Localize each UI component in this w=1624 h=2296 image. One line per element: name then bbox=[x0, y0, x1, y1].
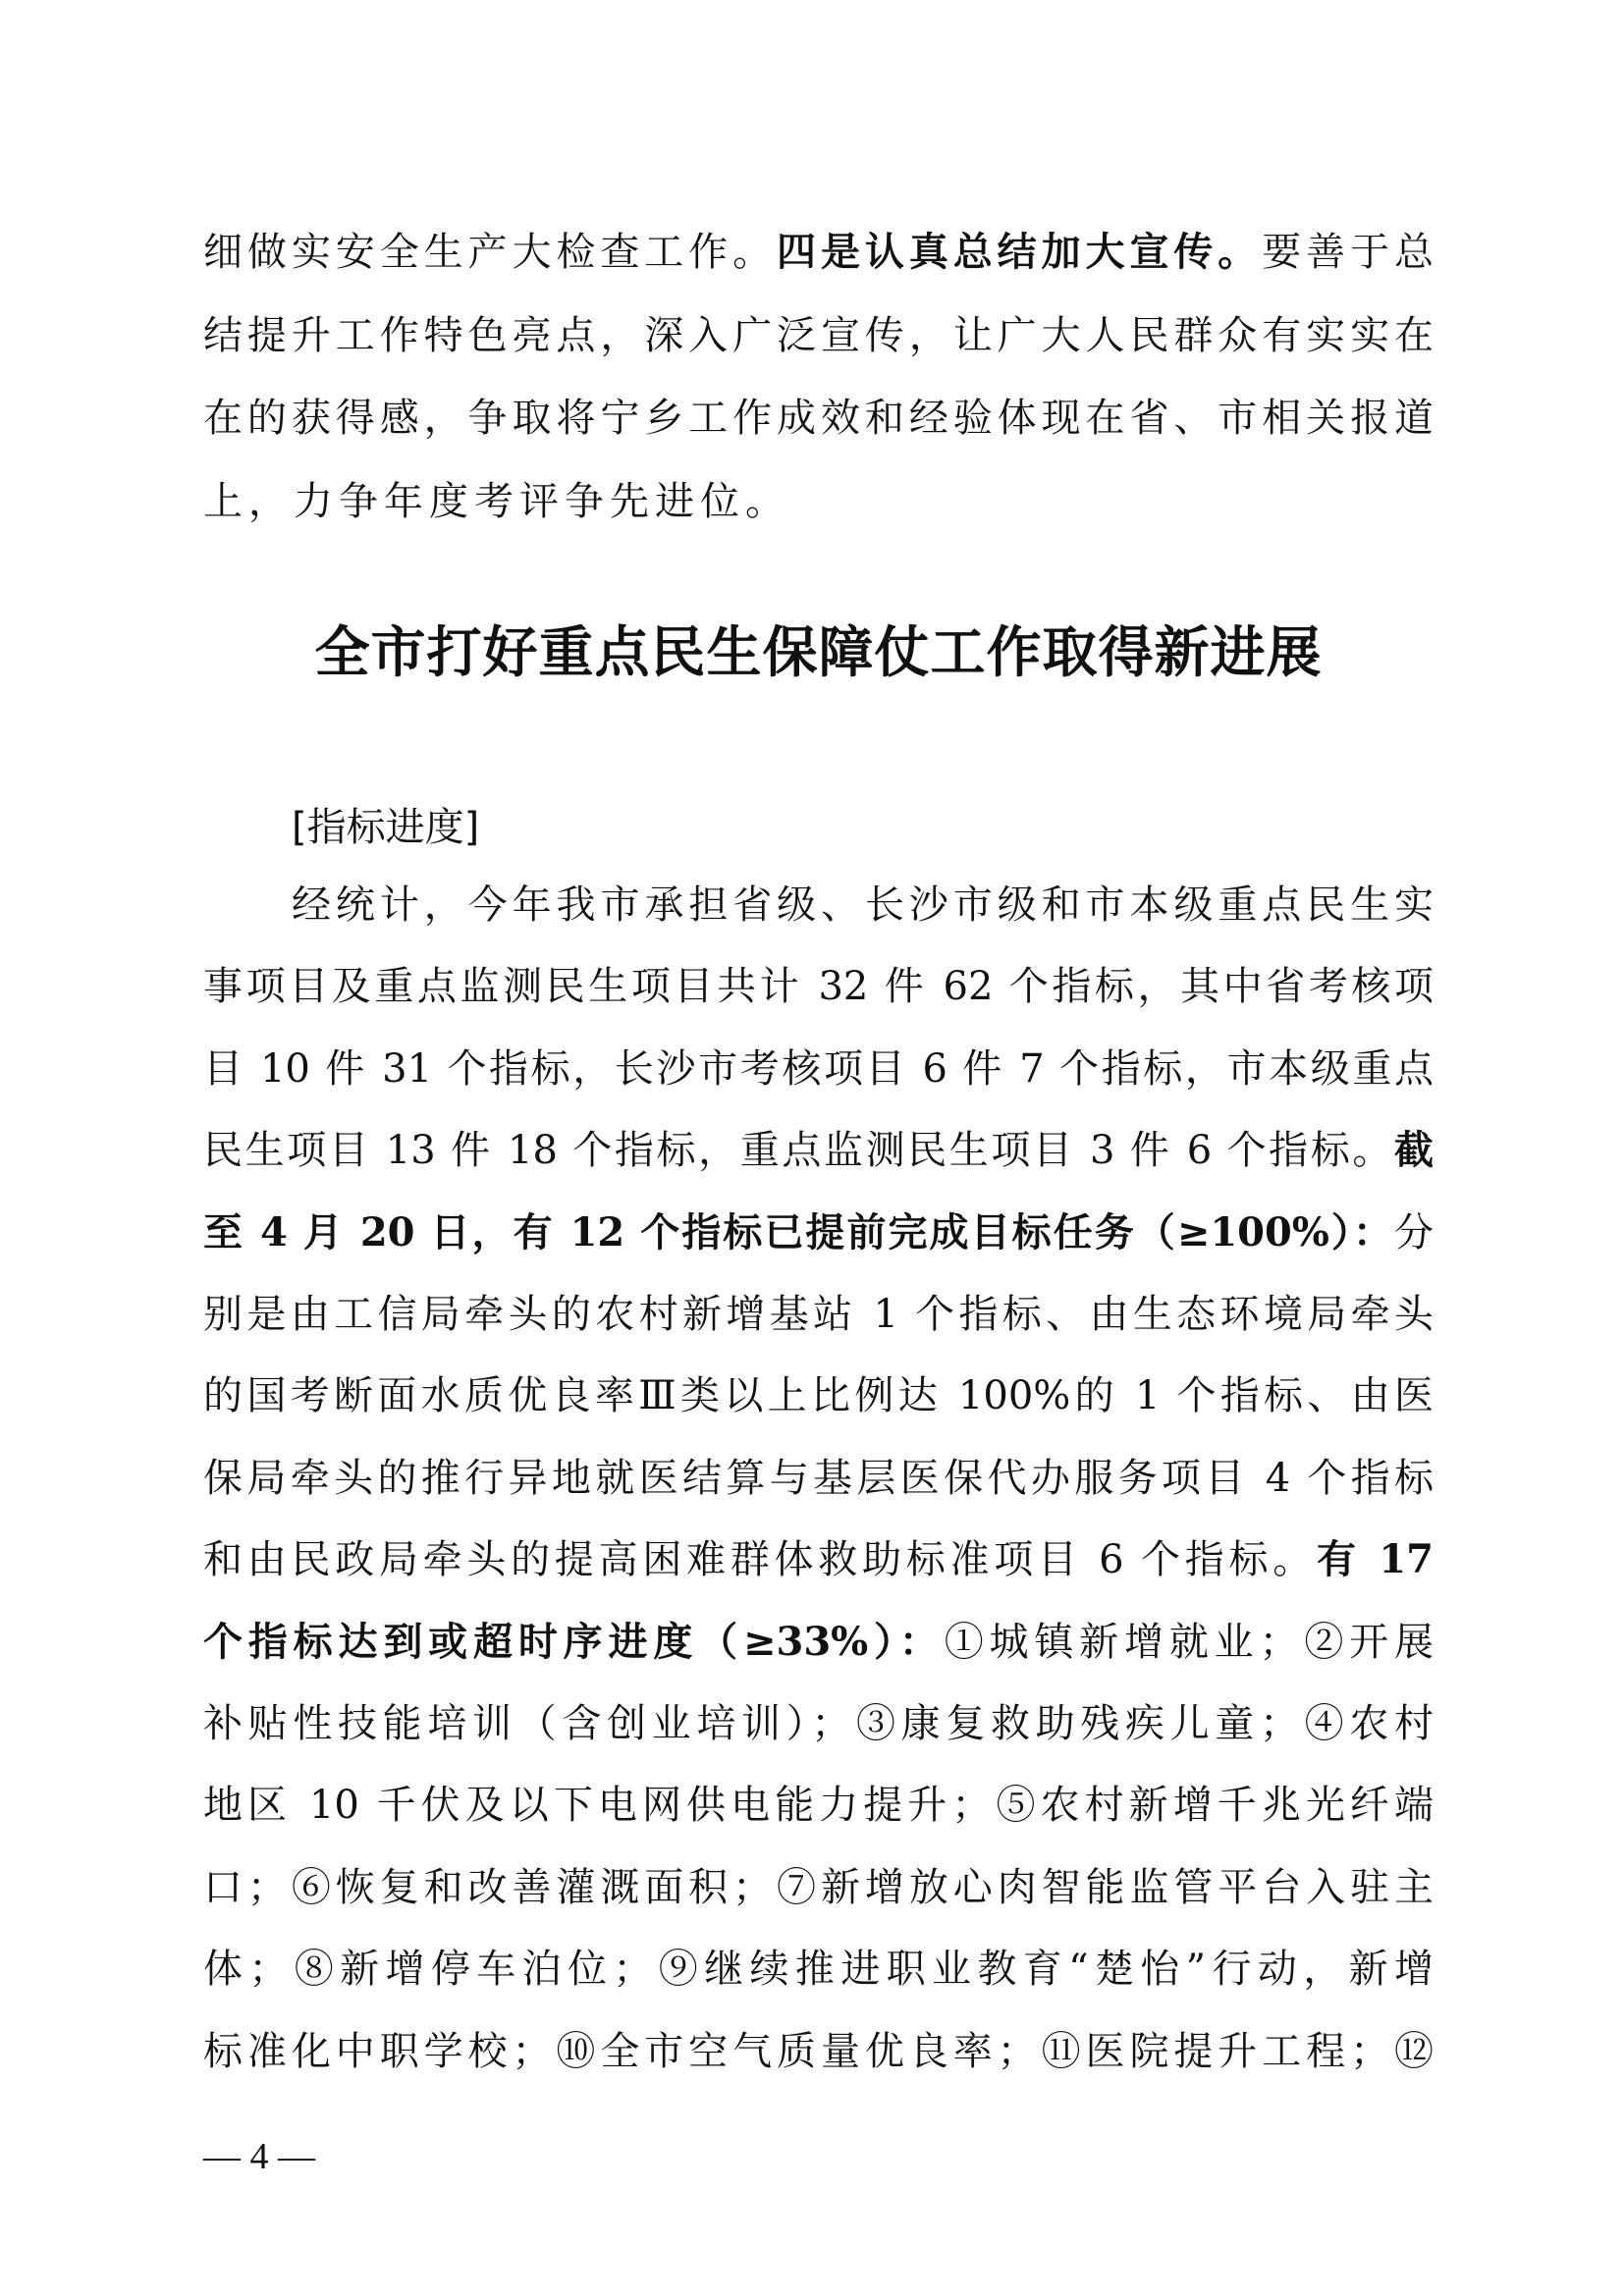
text-segment: 在的获得感，争取将宁乡工作成效和经验体现在省、市相关报道 bbox=[203, 396, 1434, 441]
text-line bbox=[203, 1366, 1434, 1425]
text-segment: ①城镇新增就业；②开展 bbox=[944, 1620, 1435, 1665]
text-line bbox=[203, 1449, 1434, 1508]
text-segment: 保局牵头的推行异地就医结算与基层医保代办服务项目 4 个指标 bbox=[203, 1456, 1434, 1501]
text-segment: 补贴性技能培训（含创业培训）；③康复救助残疾儿童；④农村 bbox=[203, 1701, 1434, 1746]
bold-text-segment: 四是认真总结加大宣传。 bbox=[777, 229, 1263, 275]
text-segment: 要善于总 bbox=[1262, 230, 1435, 275]
text-line bbox=[203, 1940, 1434, 1999]
text-segment: 事项目及重点监测民生项目共计 32 件 62 个指标，其中省考核项 bbox=[203, 964, 1434, 1009]
bold-text-segment: 有 17 bbox=[1316, 1536, 1434, 1582]
text-line bbox=[203, 1203, 1434, 1262]
text-segment: 和由民政局牵头的提高困难群体救助标准项目 6 个指标。 bbox=[203, 1537, 1317, 1582]
text-line bbox=[203, 2022, 1434, 2081]
bold-text-segment: 截 bbox=[1394, 1127, 1434, 1173]
text-line bbox=[203, 306, 1434, 365]
text-line bbox=[203, 957, 1434, 1016]
text-line bbox=[203, 1121, 1434, 1180]
text-segment: 细做实安全生产大检查工作。 bbox=[203, 230, 778, 275]
text-segment: 体；⑧新增停车泊位；⑨继续推进职业教育“楚怡”行动，新增 bbox=[203, 1947, 1434, 1992]
text-segment: 的国考断面水质优良率Ⅲ类以上比例达 100%的 1 个指标、由医 bbox=[203, 1373, 1434, 1418]
bold-text-segment: 至 4 月 20 日，有 12 个指标已提前完成目标任务（≥100%）： bbox=[203, 1209, 1394, 1255]
text-segment: 标准化中职学校；⑩全市空气质量优良率；⑪医院提升工程；⑫ bbox=[203, 2029, 1434, 2074]
text-line bbox=[203, 1613, 1434, 1672]
text-segment: 别是由工信局牵头的农村新增基站 1 个指标、由生态环境局牵头 bbox=[203, 1292, 1434, 1337]
text-line bbox=[203, 1530, 1434, 1589]
section-label-indicator-progress: [指标进度] bbox=[292, 805, 480, 850]
text-segment: 上，力争年度考评争先进位。 bbox=[203, 479, 790, 524]
text-segment: 地区 10 千伏及以下电网供电能力提升；⑤农村新增千兆光纤端 bbox=[203, 1783, 1434, 1828]
text-segment: 目 10 件 31 个指标，长沙市考核项目 6 件 7 个指标，市本级重点 bbox=[203, 1046, 1434, 1092]
text-line bbox=[292, 876, 1434, 934]
text-line bbox=[203, 1285, 1434, 1344]
text-line bbox=[203, 389, 1434, 448]
text-segment: 结提升工作特色亮点，深入广泛宣传，让广大人民群众有实实在 bbox=[203, 313, 1434, 358]
text-segment: 分 bbox=[1394, 1210, 1434, 1255]
text-line bbox=[203, 1858, 1434, 1917]
text-segment: 口；⑥恢复和改善灌溉面积；⑦新增放心肉智能监管平台入驻主 bbox=[203, 1865, 1434, 1910]
bold-text-segment: 个指标达到或超时序进度（≥33%）： bbox=[203, 1619, 945, 1665]
text-line bbox=[203, 223, 1434, 282]
article-title: 全市打好重点民生保障仗工作取得新进展 bbox=[314, 620, 1323, 685]
page-number: — 4 — bbox=[203, 2136, 315, 2177]
text-line bbox=[203, 1776, 1434, 1835]
text-line bbox=[203, 1694, 1434, 1753]
text-line bbox=[203, 472, 1434, 531]
text-segment: 经统计，今年我市承担省级、长沙市级和市本级重点民生实 bbox=[292, 882, 1434, 928]
text-line bbox=[203, 1040, 1434, 1098]
text-segment: 民生项目 13 件 18 个指标，重点监测民生项目 3 件 6 个指标。 bbox=[203, 1128, 1394, 1173]
